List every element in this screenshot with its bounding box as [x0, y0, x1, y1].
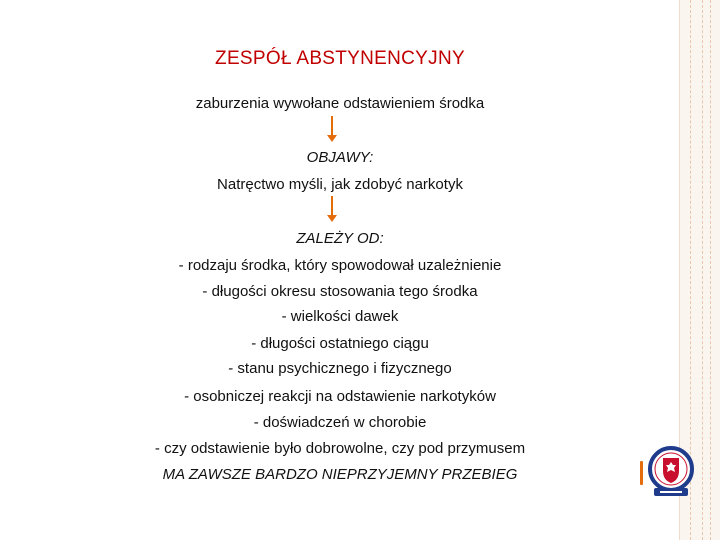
down-arrow-icon	[331, 116, 333, 136]
factor-item: - rodzaju środka, który spowodował uzależnienie	[178, 257, 502, 274]
subtitle: zaburzenia wywołane odstawieniem środka	[195, 95, 485, 112]
down-arrow-icon	[331, 196, 333, 216]
symptoms-text: Natręctwo myśli, jak zdobyć narkotyk	[217, 176, 463, 193]
factor-item: - stanu psychicznego i fizycznego	[228, 360, 452, 377]
factor-item: - długości ostatniego ciągu	[251, 335, 429, 352]
accent-bar	[640, 461, 643, 485]
factor-item: - czy odstawienie było dobrowolne, czy pod przymusem	[154, 440, 526, 457]
factor-item: - doświadczeń w chorobie	[253, 414, 427, 431]
factor-item: - długości okresu stosowania tego środka	[202, 283, 478, 300]
factor-item: - wielkości dawek	[281, 308, 399, 325]
border-line	[710, 0, 711, 540]
border-line	[702, 0, 703, 540]
factor-item: - osobniczej reakcji na odstawienie narkotyków	[184, 388, 496, 405]
symptoms-heading: OBJAWY:	[306, 149, 374, 166]
conclusion: MA ZAWSZE BARDZO NIEPRZYJEMNY PRZEBIEG	[162, 466, 518, 483]
emblem-logo-icon	[648, 444, 694, 498]
depends-heading: ZALEŻY OD:	[296, 230, 384, 247]
slide-title: ZESPÓŁ ABSTYNENCYJNY	[215, 48, 465, 69]
